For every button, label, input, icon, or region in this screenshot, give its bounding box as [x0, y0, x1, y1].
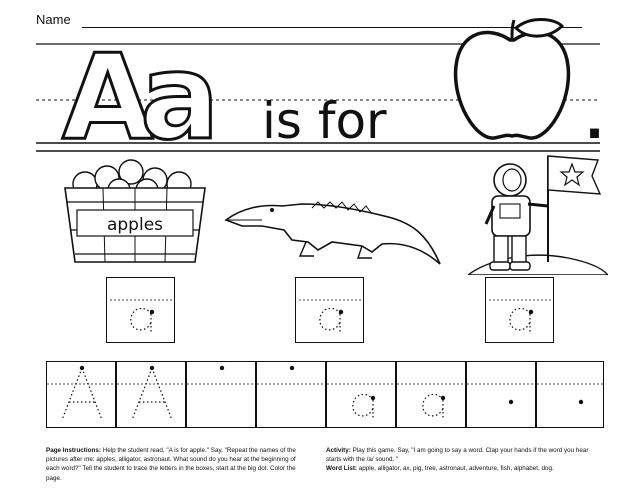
- trace-box-alligator[interactable]: [295, 277, 364, 343]
- astronaut-picture: [468, 150, 608, 275]
- practice-box-lowercase-2[interactable]: [396, 361, 466, 428]
- apples-basket-picture: [55, 158, 210, 266]
- wordlist-text: apple, alligator, ax, pig, tree, astronaut, adventure, fish, alphabet, dog.: [358, 465, 554, 473]
- wordlist-label: Word List:: [326, 465, 358, 473]
- title-connector-text: is for: [262, 92, 387, 150]
- practice-box-blank-4[interactable]: [536, 361, 604, 428]
- practice-box-uppercase-2[interactable]: [116, 361, 186, 428]
- apple-icon: [456, 20, 569, 139]
- trace-box-apples[interactable]: [106, 277, 175, 343]
- title-banner: [0, 0, 640, 150]
- instructions-text: Help the student read, "A is for apple." Say, "Repeat the names of the pictures after me: apples, alligator, astronaut. What sound do you hear at the beginning of each word?" Tell the student to trace the letters in the boxes, start at the big dot. Color the page.: [46, 447, 296, 482]
- practice-box-uppercase-1[interactable]: [46, 361, 116, 428]
- practice-box-blank-3[interactable]: [466, 361, 536, 428]
- practice-box-blank-2[interactable]: [256, 361, 326, 428]
- apples-label: apples: [106, 215, 164, 235]
- practice-box-lowercase-1[interactable]: [326, 361, 396, 428]
- name-label: Name: [36, 12, 71, 27]
- activity-label: Activity:: [326, 447, 351, 454]
- activity-section: [326, 446, 604, 474]
- alligator-picture: [222, 190, 444, 274]
- trace-box-astronaut[interactable]: [485, 277, 554, 343]
- practice-box-blank-1[interactable]: [186, 361, 256, 428]
- title-period: .: [585, 92, 604, 150]
- instructions-label: Page Instructions:: [46, 447, 101, 454]
- big-letter-uppercase: A: [62, 28, 154, 150]
- big-letter-lowercase: a: [140, 28, 220, 150]
- activity-text: Play this game. Say, "I am going to say a word. Clap your hands if the word you hear starts with the /a/ sound. ": [326, 447, 589, 464]
- page-instructions: [46, 446, 308, 483]
